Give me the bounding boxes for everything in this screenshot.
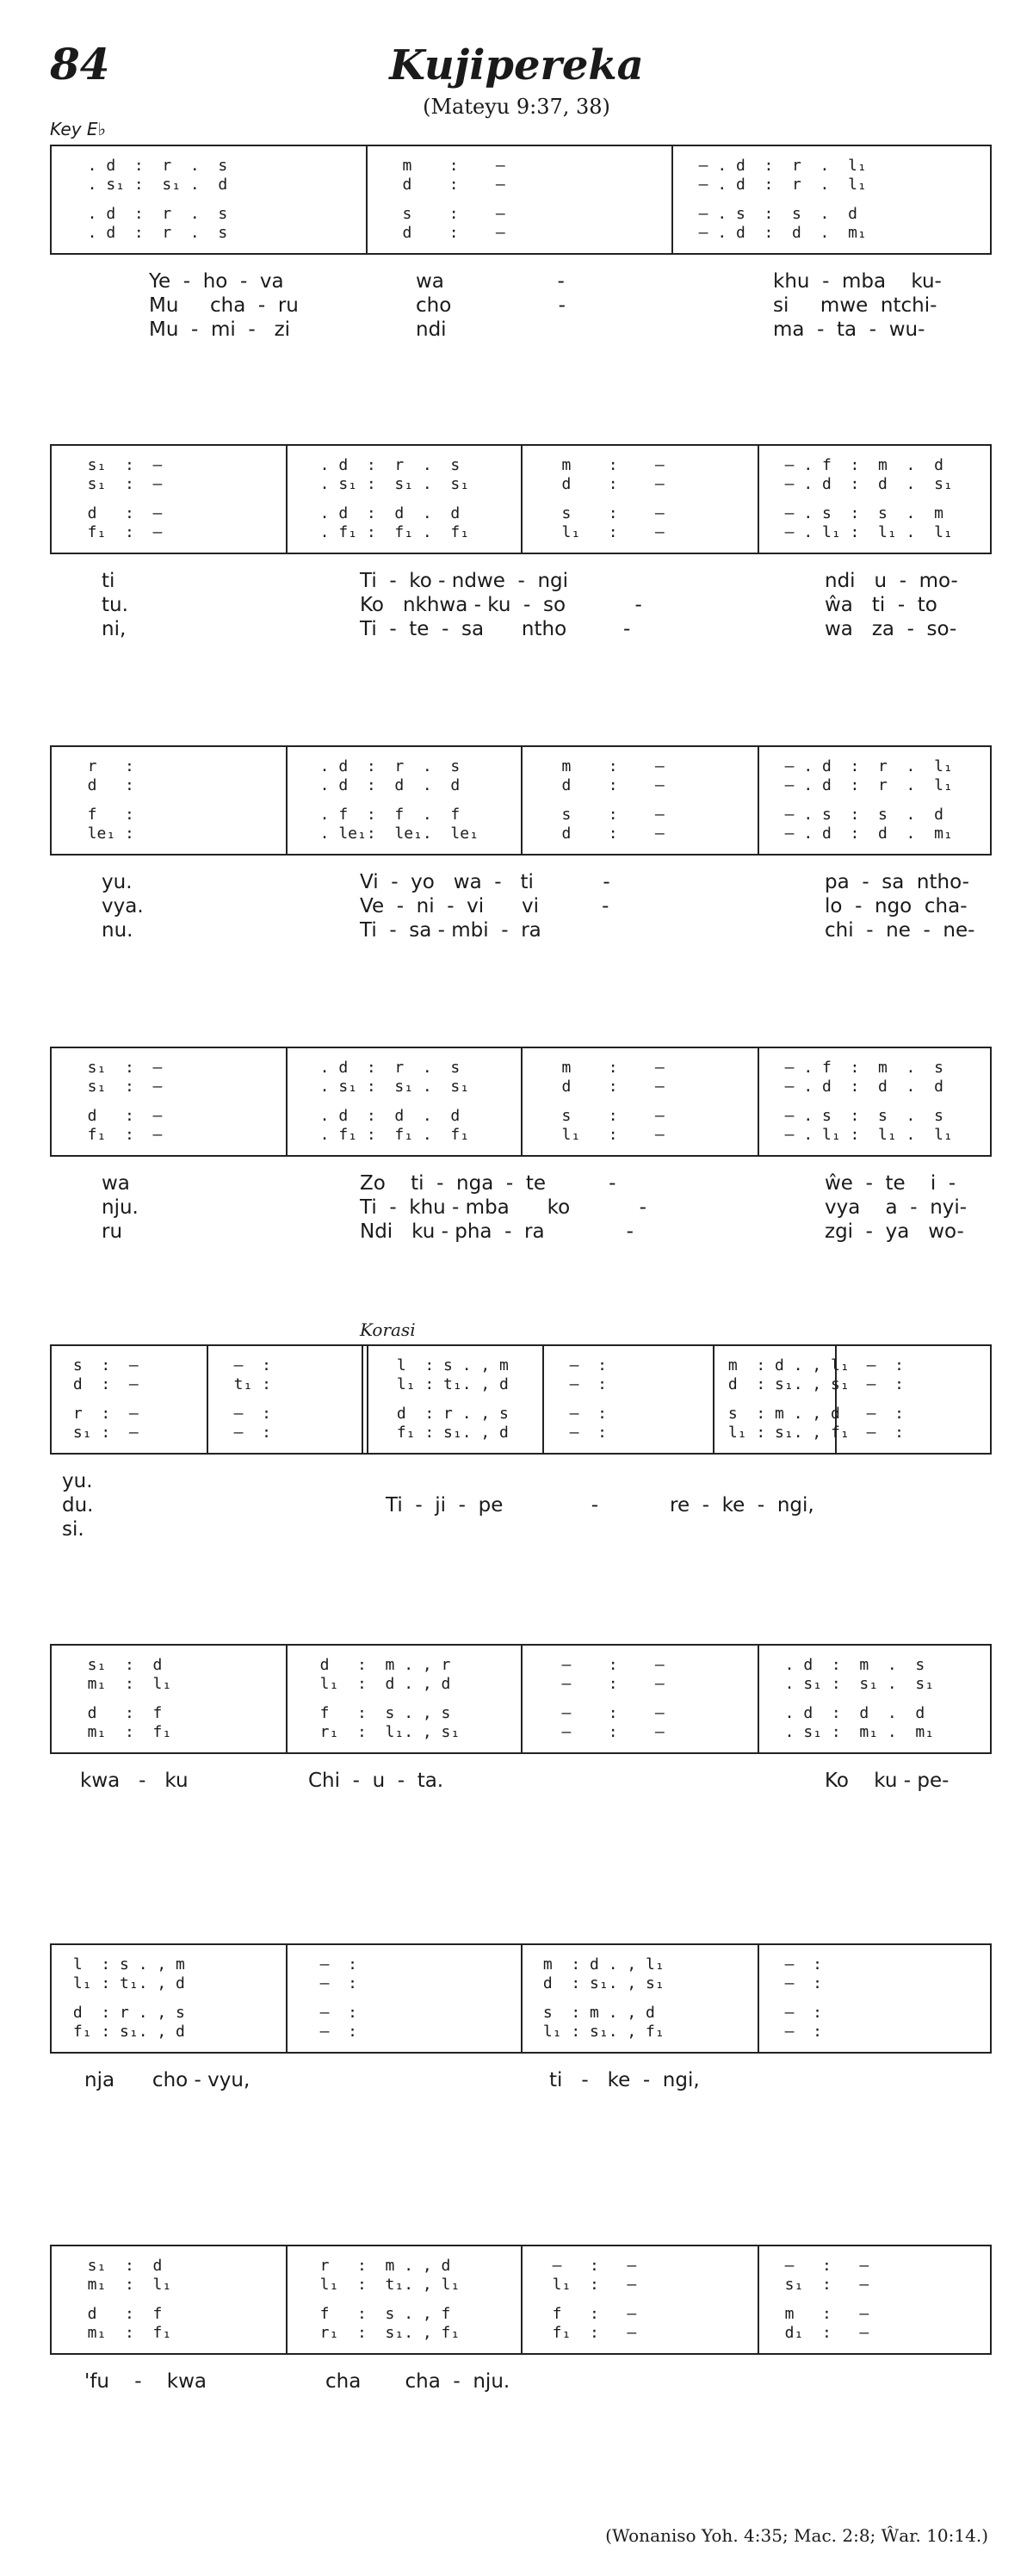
lyric-segment: wa xyxy=(102,1172,130,1195)
double-bar-line xyxy=(362,1346,368,1453)
note-group: — : — xyxy=(534,1704,665,1722)
lyric-segment: Ti - sa - mbi - ra xyxy=(360,919,623,942)
lyric-segment: du. xyxy=(62,1494,94,1517)
note-group: . d : m . s xyxy=(766,1656,925,1674)
note-group: . f : f . f xyxy=(301,806,461,824)
note-group: — : xyxy=(215,1405,272,1423)
lyric-segment: ŵe - te i - xyxy=(825,1172,956,1195)
note-group: – . f : m . d xyxy=(766,456,943,474)
lyric-segment: pa - sa ntho- xyxy=(825,871,969,893)
note-group: m : — xyxy=(534,1059,665,1077)
note-group: f : s . , s xyxy=(301,1704,451,1722)
note-group: d : s₁. , s₁ xyxy=(534,1974,665,1992)
note-group: m : — xyxy=(534,456,665,474)
note-group: — : — xyxy=(534,1656,665,1674)
bar-line xyxy=(286,1048,288,1155)
lyric-segment: Ye - ho - va xyxy=(149,270,284,293)
bar-line xyxy=(758,747,759,854)
bar-line xyxy=(521,446,523,553)
note-group: – . d : r . l₁ xyxy=(766,776,953,794)
lyric-segment: Ti - te - sa ntho - xyxy=(360,618,631,640)
note-group: s₁ : — xyxy=(69,1078,163,1096)
note-group: m₁ : f₁ xyxy=(69,1723,172,1741)
note-group: s₁ : — xyxy=(69,1059,163,1077)
bar-line xyxy=(671,146,673,253)
bar-line xyxy=(521,1646,523,1752)
note-group: – . s : s . d xyxy=(766,806,943,824)
note-group: — : xyxy=(215,1424,272,1442)
note-group: l₁ : s₁. , f₁ xyxy=(534,2023,665,2041)
note-group: — : xyxy=(301,1974,358,1992)
note-group: d : m . , r xyxy=(301,1656,451,1674)
note-group: — : xyxy=(551,1405,608,1423)
note-group: s₁ : d xyxy=(69,2257,163,2275)
note-group: — : xyxy=(301,2023,358,2041)
note-group: — : xyxy=(551,1375,608,1393)
note-group: f₁ : — xyxy=(534,2324,637,2342)
lyric-segment: vya. xyxy=(102,895,144,917)
lyric-segment: nu. xyxy=(102,919,133,942)
note-group: m : d . , l₁ xyxy=(534,1955,665,1974)
lyric-segment: nja cho - vyu, xyxy=(84,2069,251,2091)
lyric-segment: wa - xyxy=(416,270,565,293)
note-group: – . d : d . s₁ xyxy=(766,475,953,493)
note-group: m₁ : l₁ xyxy=(69,2276,172,2294)
note-group: — : xyxy=(848,1375,905,1393)
stave-system-4 xyxy=(50,1047,992,1157)
note-group: d : — xyxy=(69,504,163,522)
note-group: s₁ : — xyxy=(64,1424,139,1442)
note-group: . d : r . s xyxy=(69,205,228,223)
note-group: — : — xyxy=(534,1723,665,1741)
note-group: t₁ : xyxy=(215,1375,272,1393)
note-group: s : — xyxy=(374,205,505,223)
note-group: d : f xyxy=(69,1704,163,1722)
note-group: r₁ : s₁. , f₁ xyxy=(301,2324,461,2342)
note-group: l₁ : — xyxy=(534,1126,665,1144)
note-group: – . d : d . m₁ xyxy=(766,825,953,843)
bar-line xyxy=(521,1048,523,1155)
note-group: l₁ : — xyxy=(534,2276,637,2294)
note-group: r : m . , d xyxy=(301,2257,451,2275)
scripture-reference: (Mateyu 9:37, 38) xyxy=(423,95,610,119)
bar-line xyxy=(758,1945,759,2052)
note-group: f₁ : s₁. , d xyxy=(387,1424,509,1442)
bar-line xyxy=(713,1346,714,1453)
note-group: d : r . , s xyxy=(387,1405,509,1423)
lyric-segment: nju. xyxy=(102,1196,139,1219)
stave-system-3 xyxy=(50,745,992,856)
note-group: s : — xyxy=(64,1356,139,1374)
note-group: . d : d . d xyxy=(301,776,461,794)
note-group: d : f xyxy=(69,2305,163,2323)
note-group: . d : r . s xyxy=(301,1059,461,1077)
note-group: . le₁: le₁. le₁ xyxy=(301,825,479,843)
note-group: s : m . , d xyxy=(719,1405,840,1423)
note-group: — : xyxy=(848,1424,905,1442)
note-group: – . s : s . m xyxy=(766,504,943,522)
chorus-label: Korasi xyxy=(360,1319,416,1340)
lyric-segment: yu. xyxy=(102,871,133,893)
note-group: l₁ : d . , d xyxy=(301,1675,451,1693)
key-signature: Key E♭ xyxy=(50,119,106,139)
stave-system-2 xyxy=(50,444,992,554)
note-group: d : — xyxy=(534,776,665,794)
note-group: m : d . , l₁ xyxy=(719,1356,850,1374)
note-group: – . f : m . s xyxy=(766,1059,943,1077)
note-group: r : — xyxy=(64,1405,139,1423)
note-group: — : xyxy=(848,1356,905,1374)
note-group: . s₁ : s₁ . d xyxy=(69,176,228,194)
note-group: . d : r . s xyxy=(301,456,461,474)
lyric-segment: yu. xyxy=(62,1470,93,1492)
note-group: r : xyxy=(69,757,134,775)
note-group: . s₁ : s₁ . s₁ xyxy=(766,1675,935,1693)
note-group: m : — xyxy=(766,2305,869,2323)
note-group: — : — xyxy=(534,1675,665,1693)
note-group: . s₁ : s₁ . s₁ xyxy=(301,475,470,493)
note-group: d : — xyxy=(534,1078,665,1096)
note-group: f₁ : s₁. , d xyxy=(64,2023,185,2041)
note-group: f : s . , f xyxy=(301,2305,451,2323)
note-group: . d : r . s xyxy=(69,224,228,242)
bar-line xyxy=(758,446,759,553)
stave-system-1 xyxy=(50,145,992,255)
note-group: — : xyxy=(551,1356,608,1374)
note-group: d : r . , s xyxy=(64,2004,185,2022)
bar-line xyxy=(286,446,288,553)
lyric-segment: Ve - ni - vi vi - xyxy=(360,895,609,917)
lyric-segment: chi - ne - ne- xyxy=(825,919,975,942)
note-group: . f₁ : f₁ . f₁ xyxy=(301,1126,470,1144)
note-group: — : — xyxy=(766,2257,869,2275)
lyric-segment: tu. xyxy=(102,594,128,616)
hymn-number: 84 xyxy=(50,39,110,90)
lyric-segment: Chi - u - ta. xyxy=(308,1770,444,1792)
note-group: d₁ : — xyxy=(766,2324,869,2342)
lyric-segment: re - ke - ngi, xyxy=(670,1494,814,1517)
note-group: l₁ : — xyxy=(534,523,665,541)
bar-line xyxy=(758,1646,759,1752)
note-group: d : — xyxy=(69,1107,163,1125)
note-group: s₁ : d xyxy=(69,1656,163,1674)
stave-system-7 xyxy=(50,1943,992,2054)
note-group: — : xyxy=(301,2004,358,2022)
lyric-segment: Vi - yo wa - ti - xyxy=(360,871,610,893)
note-group: m₁ : l₁ xyxy=(69,1675,172,1693)
lyric-segment: ru xyxy=(102,1220,123,1243)
note-group: . d : d . d xyxy=(766,1704,925,1722)
note-group: . d : d . d xyxy=(301,1107,461,1125)
note-group: r₁ : l₁. , s₁ xyxy=(301,1723,461,1741)
note-group: d : — xyxy=(534,475,665,493)
note-group: d : — xyxy=(534,825,665,843)
note-group: f : — xyxy=(534,2305,637,2323)
note-group: – . d : r . l₁ xyxy=(680,176,867,194)
note-group: – . d : d . d xyxy=(766,1078,943,1096)
note-group: . d : d . d xyxy=(301,504,461,522)
bar-line xyxy=(286,747,288,854)
note-group: m₁ : f₁ xyxy=(69,2324,172,2342)
note-group: d : — xyxy=(374,176,505,194)
lyric-segment: cha cha - nju. xyxy=(325,2370,510,2393)
bar-line xyxy=(542,1346,544,1453)
bar-line xyxy=(366,146,368,253)
note-group: m : — xyxy=(534,757,665,775)
stave-system-8 xyxy=(50,2245,992,2355)
note-group: s₁ : — xyxy=(69,456,163,474)
bar-line xyxy=(758,1048,759,1155)
note-group: – . d : d . m₁ xyxy=(680,224,867,242)
note-group: – . d : r . l₁ xyxy=(766,757,953,775)
note-group: . s₁ : s₁ . s₁ xyxy=(301,1078,470,1096)
lyric-segment: Ti - ji - pe - xyxy=(386,1494,599,1517)
hymn-title: Kujipereka xyxy=(389,41,644,90)
lyric-segment: Mu cha - ru xyxy=(149,294,299,317)
note-group: le₁ : xyxy=(69,825,134,843)
note-group: — : xyxy=(551,1424,608,1442)
lyric-segment: ti - ke - ngi, xyxy=(549,2069,700,2091)
bar-line xyxy=(286,1945,288,2052)
lyric-segment: ni, xyxy=(102,618,127,640)
lyric-segment: ndi u - mo- xyxy=(825,570,958,592)
note-group: d : s₁. , s₁ xyxy=(719,1375,850,1393)
lyric-segment: Ti - khu - mba ko - xyxy=(360,1196,646,1219)
lyric-segment: lo - ngo cha- xyxy=(825,895,968,917)
bar-line xyxy=(286,2246,288,2353)
note-group: l₁ : s₁. , f₁ xyxy=(719,1424,850,1442)
lyric-segment: Zo ti - nga - te - xyxy=(360,1172,616,1195)
lyric-segment: cho - xyxy=(416,294,566,317)
note-group: m : — xyxy=(374,157,505,175)
note-group: . f₁ : f₁ . f₁ xyxy=(301,523,470,541)
note-group: s : m . , d xyxy=(534,2004,655,2022)
note-group: . d : r . s xyxy=(69,157,228,175)
note-group: – . s : s . s xyxy=(766,1107,943,1125)
footer-references: (Wonaniso Yoh. 4:35; Mac. 2:8; Ŵar. 10:14.) xyxy=(605,2525,988,2546)
note-group: — : xyxy=(301,1955,358,1974)
bar-line xyxy=(521,2246,523,2353)
lyric-segment: ma - ta - wu- xyxy=(773,318,925,341)
lyric-segment: kwa - ku xyxy=(80,1770,189,1792)
note-group: s₁ : — xyxy=(766,2276,869,2294)
stave-system-6 xyxy=(50,1644,992,1754)
lyric-segment: Mu - mi - zi xyxy=(149,318,291,341)
stave-system-5 xyxy=(50,1344,992,1455)
note-group: — : xyxy=(848,1405,905,1423)
bar-line xyxy=(758,2246,759,2353)
lyric-segment: Ko ku - pe- xyxy=(825,1770,949,1792)
note-group: — : xyxy=(766,2004,823,2022)
lyric-segment: wa za - so- xyxy=(825,618,957,640)
note-group: l₁ : t₁. , d xyxy=(64,1974,185,1992)
note-group: . d : r . s xyxy=(301,757,461,775)
lyric-segment: zgi - ya wo- xyxy=(825,1220,964,1243)
note-group: d : xyxy=(69,776,134,794)
note-group: — : xyxy=(215,1356,272,1374)
note-group: f₁ : — xyxy=(69,1126,163,1144)
lyric-segment: ti xyxy=(102,570,115,592)
note-group: f : xyxy=(69,806,134,824)
lyric-segment: Ndi ku - pha - ra - xyxy=(360,1220,634,1243)
note-group: l₁ : t₁. , d xyxy=(387,1375,509,1393)
lyric-segment: Ti - ko - ndwe - ngi xyxy=(360,570,569,592)
bar-line xyxy=(286,1646,288,1752)
note-group: – . d : r . l₁ xyxy=(680,157,867,175)
note-group: f₁ : — xyxy=(69,523,163,541)
lyric-segment: ŵa ti - to xyxy=(825,594,937,616)
lyric-segment: khu - mba ku- xyxy=(773,270,942,293)
lyric-segment: vya a - nyi- xyxy=(825,1196,968,1219)
note-group: — : — xyxy=(534,2257,637,2275)
note-group: s : — xyxy=(534,504,665,522)
note-group: l : s . , m xyxy=(387,1356,509,1374)
note-group: — : xyxy=(766,1955,823,1974)
note-group: l₁ : t₁. , l₁ xyxy=(301,2276,461,2294)
lyric-segment: si mwe ntchi- xyxy=(773,294,937,317)
lyric-segment: 'fu - kwa xyxy=(84,2370,207,2393)
note-group: d : — xyxy=(374,224,505,242)
lyric-segment: si. xyxy=(62,1518,84,1541)
note-group: — : xyxy=(766,1974,823,1992)
bar-line xyxy=(521,1945,523,2052)
note-group: — : xyxy=(766,2023,823,2041)
note-group: s : — xyxy=(534,806,665,824)
note-group: – . l₁ : l₁ . l₁ xyxy=(766,523,953,541)
note-group: l : s . , m xyxy=(64,1955,185,1974)
note-group: d : — xyxy=(64,1375,139,1393)
note-group: s : — xyxy=(534,1107,665,1125)
lyric-segment: Ko nkhwa - ku - so - xyxy=(360,594,642,616)
note-group: s₁ : — xyxy=(69,475,163,493)
bar-line xyxy=(207,1346,208,1453)
lyric-segment: ndi xyxy=(416,318,447,341)
note-group: – . l₁ : l₁ . l₁ xyxy=(766,1126,953,1144)
bar-line xyxy=(521,747,523,854)
note-group: – . s : s . d xyxy=(680,205,857,223)
note-group: . s₁ : m₁ . m₁ xyxy=(766,1723,935,1741)
